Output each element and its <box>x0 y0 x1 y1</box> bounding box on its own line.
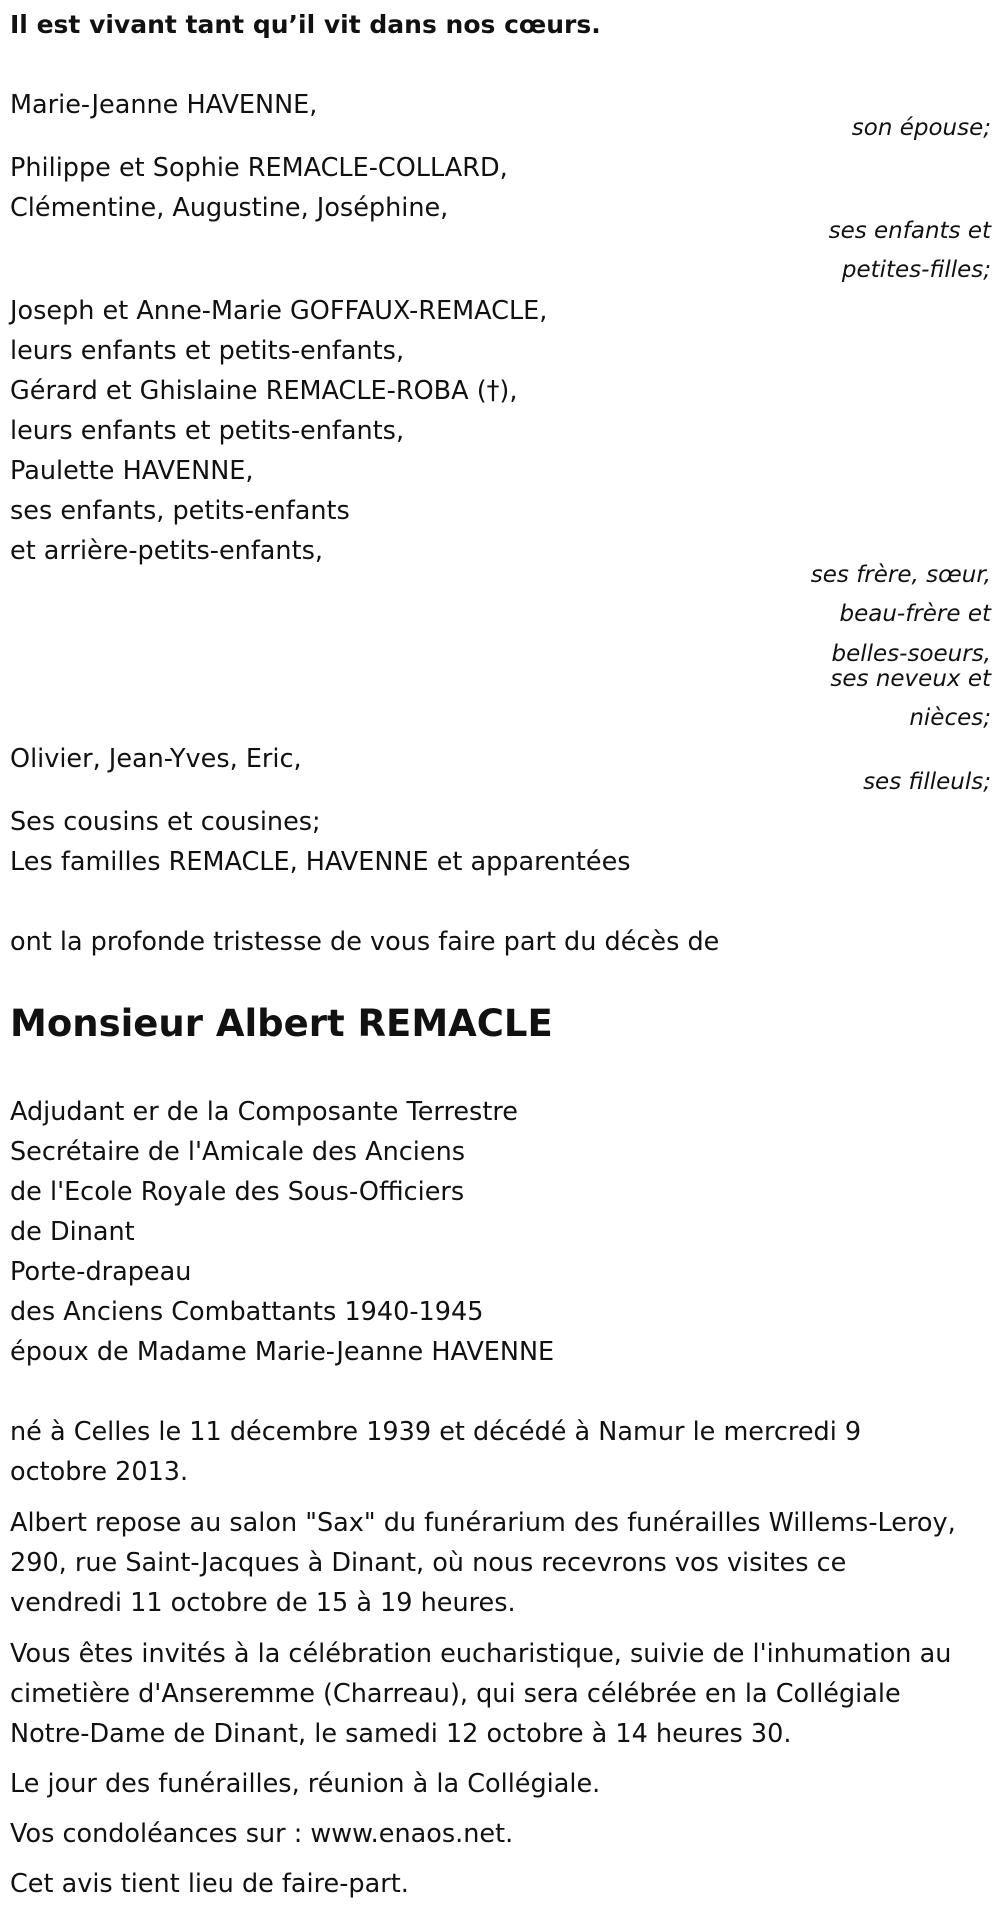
deceased-name: Monsieur Albert REMACLE <box>10 1002 553 1045</box>
children-line: Philippe et Sophie REMACLE-COLLARD, <box>10 153 508 183</box>
wife-role: son épouse; <box>851 115 991 141</box>
title-line: Secrétaire de l'Amicale des Anciens <box>10 1137 466 1167</box>
title-line: de Dinant <box>10 1217 135 1247</box>
siblings-line: leurs enfants et petits-enfants, <box>10 336 405 366</box>
service-line: Notre-Dame de Dinant, le samedi 12 octobre à 14 heures 30. <box>10 1719 792 1749</box>
families: Les familles REMACLE, HAVENNE et apparentées <box>10 847 631 877</box>
announcement: ont la profonde tristesse de vous faire part du décès de <box>10 927 720 957</box>
title-line: Porte-drapeau <box>10 1257 192 1287</box>
wife-name: Marie-Jeanne HAVENNE, <box>10 90 318 120</box>
service-line: cimetière d'Anseremme (Charreau), qui sera célébrée en la Collégiale <box>10 1679 901 1709</box>
service-line: Vous êtes invités à la célébration eucharistique, suivie de l'inhumation au <box>10 1639 952 1669</box>
birth-death-line: né à Celles le 11 décembre 1939 et décédé à Namur le mercredi 9 <box>10 1417 862 1447</box>
title-line: de l'Ecole Royale des Sous-Officiers <box>10 1177 465 1207</box>
siblings-line: Paulette HAVENNE, <box>10 456 254 486</box>
condolences-info: Vos condoléances sur : www.enaos.net. <box>10 1819 514 1849</box>
notice: Cet avis tient lieu de faire-part. <box>10 1869 409 1899</box>
siblings-line: et arrière-petits-enfants, <box>10 536 323 566</box>
title-line: Adjudant er de la Composante Terrestre <box>10 1097 518 1127</box>
siblings-role: belles-soeurs, <box>831 641 991 667</box>
siblings-line: ses enfants, petits-enfants <box>10 496 350 526</box>
visitation-line: Albert repose au salon "Sax" du funérarium des funérailles Willems-Leroy, <box>10 1508 956 1538</box>
children-role: petites-filles; <box>841 257 991 283</box>
title-line: époux de Madame Marie-Jeanne HAVENNE <box>10 1337 555 1367</box>
siblings-line: Gérard et Ghislaine REMACLE-ROBA (†), <box>10 376 518 406</box>
siblings-role: beau-frère et <box>839 601 991 627</box>
meeting-info: Le jour des funérailles, réunion à la Collégiale. <box>10 1769 601 1799</box>
cousins: Ses cousins et cousines; <box>10 807 321 837</box>
siblings-role: ses frère, sœur, <box>810 562 991 588</box>
godchildren-role: ses filleuls; <box>863 769 991 795</box>
visitation-line: 290, rue Saint-Jacques à Dinant, où nous recevrons vos visites ce <box>10 1548 847 1578</box>
godchildren: Olivier, Jean-Yves, Eric, <box>10 744 302 774</box>
children-line: Clémentine, Augustine, Joséphine, <box>10 193 449 223</box>
siblings-line: leurs enfants et petits-enfants, <box>10 416 405 446</box>
siblings-role: ses neveux et <box>830 666 991 692</box>
siblings-line: Joseph et Anne-Marie GOFFAUX-REMACLE, <box>10 296 548 326</box>
children-role: ses enfants et <box>828 218 991 244</box>
siblings-role: nièces; <box>909 705 991 731</box>
motto: Il est vivant tant qu’il vit dans nos cœurs. <box>10 10 601 39</box>
visitation-line: vendredi 11 octobre de 15 à 19 heures. <box>10 1588 516 1618</box>
birth-death-line: octobre 2013. <box>10 1457 189 1487</box>
title-line: des Anciens Combattants 1940-1945 <box>10 1297 484 1327</box>
